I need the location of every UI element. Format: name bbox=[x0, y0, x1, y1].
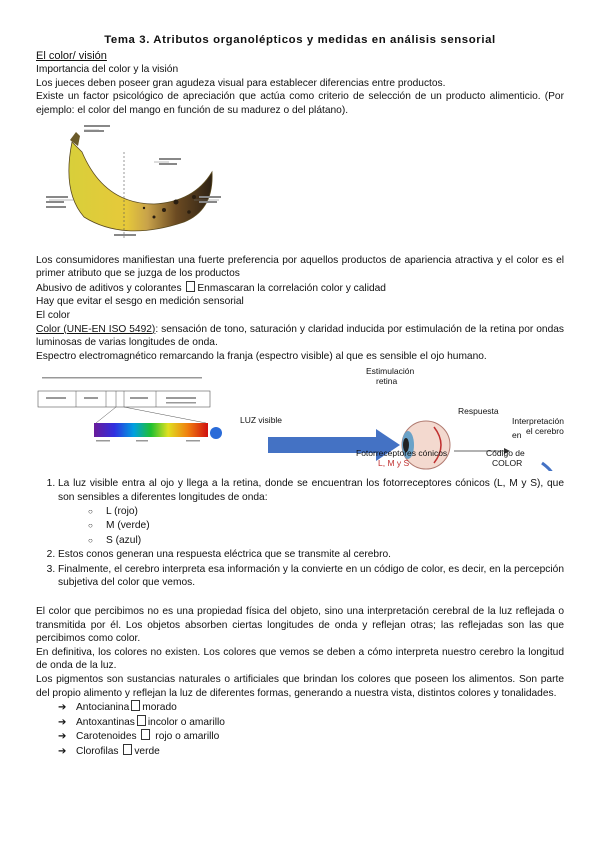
interpretation-label-2: el cerebro bbox=[526, 426, 564, 437]
list-item: 1. La luz visible entra al ojo y llega a la retina, donde se encuentran los fotorreceptores cónicos (L, M y S), que son sensibles a diferentes longitudes de onda: ○ L (rojo) ○ M (verde) ○ S (azul) bbox=[58, 477, 564, 547]
photoreceptors-label: Fotorreceptores cónicos bbox=[356, 448, 448, 459]
retina-label: retina bbox=[376, 376, 398, 387]
box-glyph bbox=[141, 729, 150, 740]
list-item: ➔ Carotenoides rojo o amarillo bbox=[58, 729, 564, 744]
paragraph: Existe un factor psicológico de apreciación que actúa como criterio de selección de un producto alimenticio. (Por ejemplo: el color del mango en función de su madurez o del plátano). bbox=[36, 91, 564, 116]
list-item: 3. Finalmente, el cerebro interpreta esa información y la convierte en un código de color, es decir, en la percepción subjetiva del color que vemos. bbox=[58, 563, 564, 590]
paragraph: Color (UNE-EN ISO 5492): sensación de tono, saturación y claridad inducida por estimulación de la retina por ondas luminosas de varias longitudes de onda. bbox=[36, 323, 564, 349]
paragraph: Abusivo de aditivos y colorantes Enmascaran la correlación color y calidad bbox=[36, 282, 386, 294]
list-item: ○ S (azul) bbox=[88, 534, 564, 548]
color-code-label: Código de bbox=[486, 448, 525, 459]
list-item: ➔ Antocianina morado bbox=[58, 700, 564, 715]
interpretation-label: Interpretación en bbox=[512, 416, 564, 440]
paragraph: El color que percibimos no es una propiedad física del objeto, sino una interpretación cerebral de la luz reflejada o transmitida por él. Los objetos absorben ciertas longitudes de onda y reflejan otras; las reflejadas son las que percibimos como color. bbox=[36, 606, 564, 645]
paragraph: Espectro electromagnético remarcando la franja (espectro visible) al que es sensible el ojo humano. bbox=[36, 350, 487, 362]
lms-label: L, M y S bbox=[378, 458, 410, 469]
document-page bbox=[36, 34, 564, 759]
list-item: ➔ Clorofilas verde bbox=[58, 744, 564, 759]
paragraph: Hay que evitar el sesgo en medición sensorial bbox=[36, 296, 244, 308]
standard-link: Color (UNE-EN ISO 5492) bbox=[36, 323, 156, 335]
response-label: Respuesta bbox=[458, 406, 499, 417]
box-glyph bbox=[123, 744, 132, 755]
color-code-label-2: COLOR bbox=[492, 458, 523, 469]
paragraph: Los consumidores manifiestan una fuerte preferencia por aquellos productos de apariencia atractiva y el color es el primer atributo que se juzga de los productos bbox=[36, 254, 564, 280]
paragraph: Los jueces deben poseer gran agudeza visual para establecer diferencias entre productos. bbox=[36, 77, 446, 89]
process-list bbox=[36, 477, 564, 590]
paragraph: El color bbox=[36, 309, 70, 321]
spectrum-chart bbox=[38, 377, 222, 442]
box-glyph bbox=[186, 281, 195, 292]
list-item: ○ L (rojo) bbox=[88, 505, 564, 519]
list-item: ➔ Antoxantinas incolor o amarillo bbox=[58, 715, 564, 730]
document-title: Tema 3. Atributos organolépticos y medidas en análisis sensorial bbox=[104, 34, 496, 46]
box-glyph bbox=[137, 715, 146, 726]
paragraph: Los pigmentos son sustancias naturales o artificiales que brindan los colores que poseen los alimentos. Son parte del propio alimento y reflejan la luz de diferentes formas, generando a nuestra vista, distintos colores y tonalidades. bbox=[36, 674, 564, 699]
paragraph: En definitiva, los colores no existen. Los colores que vemos se deben a cómo interpreta nuestro cerebro la longitud de onda de la luz. bbox=[36, 646, 564, 672]
luz-visible-label: LUZ visible bbox=[240, 415, 283, 426]
section-heading: El color/ visión bbox=[36, 49, 107, 62]
cone-sublist bbox=[58, 505, 564, 548]
list-item: 2. Estos conos generan una respuesta eléctrica que se transmite al cerebro. bbox=[58, 548, 564, 562]
stimulation-label: Estimulación bbox=[366, 366, 415, 377]
list-item: ○ M (verde) bbox=[88, 519, 564, 533]
box-glyph bbox=[131, 700, 140, 711]
pigment-list bbox=[36, 700, 564, 758]
banana-ripeness-figure bbox=[36, 122, 564, 244]
spectrum-eye-figure bbox=[36, 366, 564, 471]
subheading: Importancia del color y la visión bbox=[36, 64, 179, 76]
